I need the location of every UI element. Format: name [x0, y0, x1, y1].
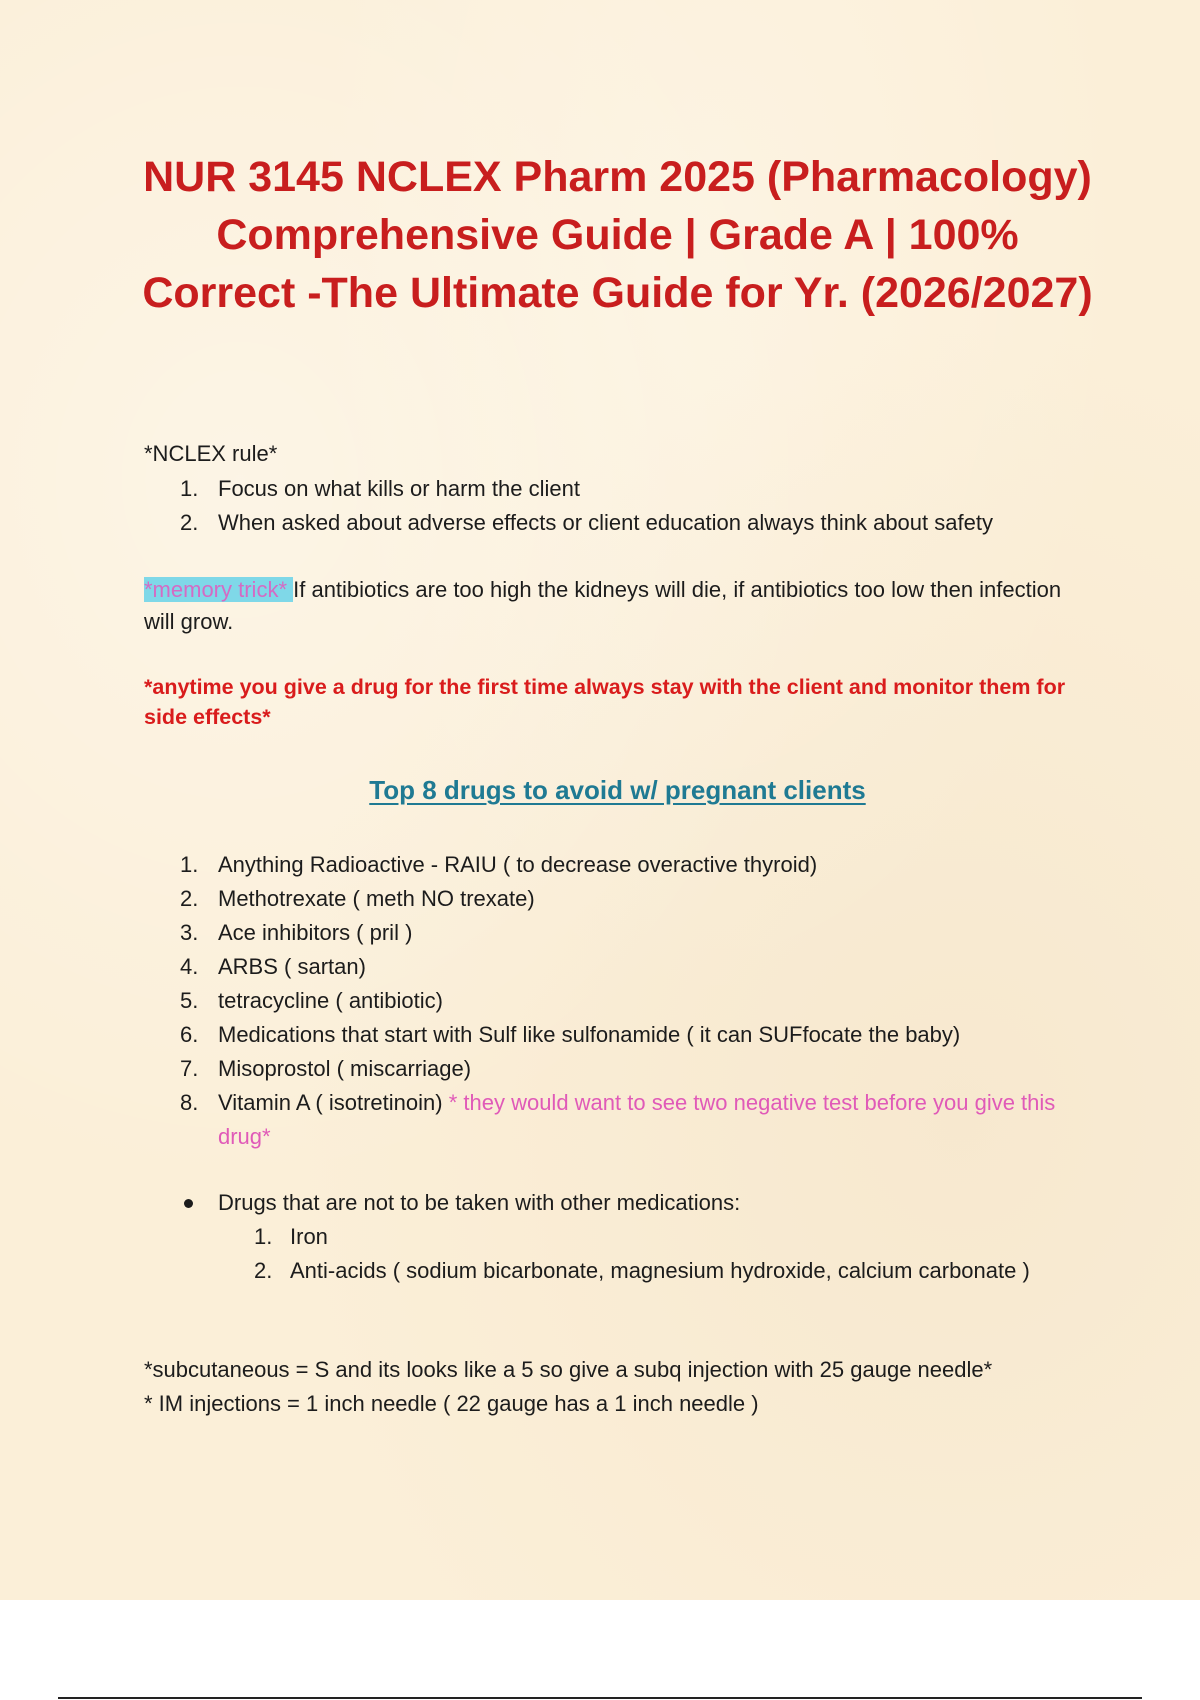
list-item-text: When asked about adverse effects or client education always think about safety: [218, 510, 993, 535]
list-item: [144, 1086, 1084, 1154]
list-number: 5.: [180, 988, 199, 1013]
pregnancy-drug-list: [144, 848, 1084, 1154]
list-item-text: Iron: [290, 1224, 328, 1249]
list-item: [144, 882, 1084, 916]
list-number: 4.: [180, 954, 199, 979]
list-number: 1.: [180, 476, 199, 501]
list-number: 2.: [254, 1258, 273, 1283]
list-item-text: Anything Radioactive - RAIU ( to decrease overactive thyroid): [218, 852, 818, 877]
list-item: [144, 1254, 1084, 1288]
footer-divider: [58, 1697, 1142, 1699]
list-item-text: Vitamin A ( isotretinoin): [218, 1090, 443, 1115]
list-item: [144, 1220, 1084, 1254]
bullet-item: [144, 1186, 1084, 1220]
first-dose-warning: *anytime you give a drug for the first time always stay with the client and monitor them for side effects*: [144, 675, 1066, 729]
nclex-rule-list: [144, 472, 1084, 540]
pink-note: * they would want to see two negative test before you give this drug*: [218, 1090, 1056, 1149]
list-item-text: Anti-acids ( sodium bicarbonate, magnesium hydroxide, calcium carbonate ): [290, 1258, 1030, 1283]
list-item-text: tetracycline ( antibiotic): [218, 988, 443, 1013]
list-item: [144, 950, 1084, 984]
subq-note: *subcutaneous = S and its looks like a 5 so give a subq injection with 25 gauge needle*: [144, 1357, 993, 1382]
list-number: 7.: [180, 1056, 199, 1081]
list-item: [144, 984, 1084, 1018]
list-number: 6.: [180, 1022, 199, 1047]
list-number: 3.: [180, 920, 199, 945]
interaction-section: [144, 1186, 1084, 1288]
list-item-text: Focus on what kills or harm the client: [218, 476, 580, 501]
list-item-text: Ace inhibitors ( pril ): [218, 920, 413, 945]
im-note: * IM injections = 1 inch needle ( 22 gauge has a 1 inch needle ): [144, 1391, 759, 1416]
memory-trick-text: If antibiotics are too high the kidneys will die, if antibiotics too low then infection will grow.: [144, 577, 1062, 634]
list-number: 1.: [180, 852, 199, 877]
nclex-rule-label: *NCLEX rule*: [144, 441, 278, 466]
list-number: 1.: [254, 1224, 273, 1249]
section-heading: Top 8 drugs to avoid w/ pregnant clients: [369, 775, 866, 805]
list-item: [144, 848, 1084, 882]
list-number: 2.: [180, 510, 199, 535]
list-item: [144, 916, 1084, 950]
bullet-icon: [184, 1199, 193, 1208]
list-item-text: Methotrexate ( meth NO trexate): [218, 886, 535, 911]
list-item: [144, 1018, 1084, 1052]
document-title: NUR 3145 NCLEX Pharm 2025 (Pharmacology) Comprehensive Guide | Grade A | 100% Correct -The Ultimate Guide for Yr. (2026/2027): [142, 153, 1093, 317]
memory-trick-paragraph: [144, 574, 1084, 638]
list-item: [144, 506, 1084, 540]
list-item-text: ARBS ( sartan): [218, 954, 366, 979]
memory-trick-highlight: *memory trick*: [144, 577, 294, 602]
list-item: [144, 1052, 1084, 1086]
bullet-text: Drugs that are not to be taken with other medications:: [218, 1190, 741, 1215]
list-number: 8.: [180, 1090, 199, 1115]
list-item-text: Misoprostol ( miscarriage): [218, 1056, 472, 1081]
list-item: [144, 472, 1084, 506]
interaction-sub-list: [144, 1220, 1084, 1288]
list-item-text: Medications that start with Sulf like sulfonamide ( it can SUFfocate the baby): [218, 1022, 961, 1047]
list-number: 2.: [180, 886, 199, 911]
